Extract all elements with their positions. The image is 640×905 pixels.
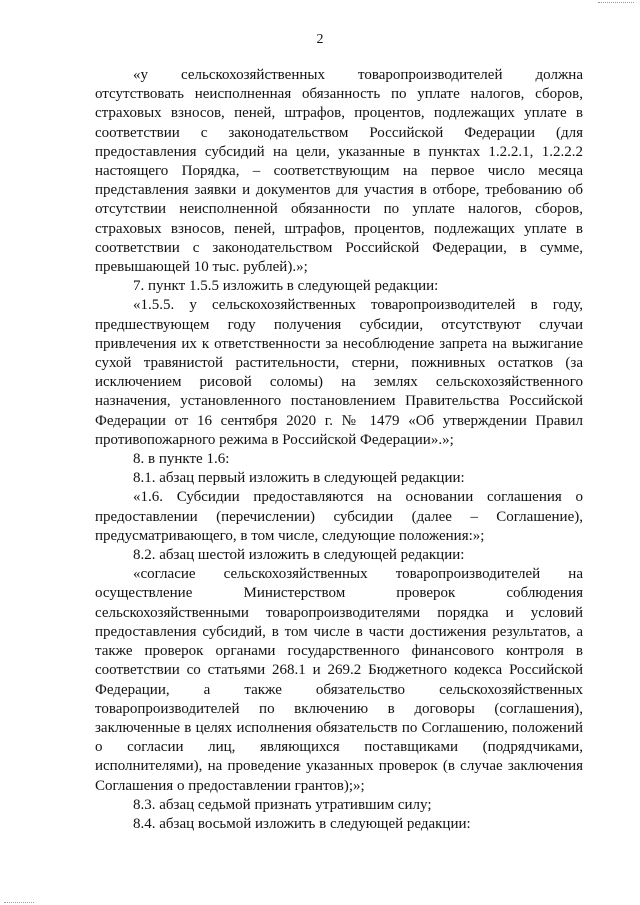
paragraph-item-8-4: 8.4. абзац восьмой изложить в следующей редакции:: [133, 815, 471, 832]
paragraph-item-8-3: 8.3. абзац седьмой признать утратившим силу;: [133, 796, 432, 813]
paragraph-item-8-1: 8.1. абзац первый изложить в следующей редакции:: [133, 470, 465, 487]
paragraph-consent-text: «согласие сельскохозяйственных товаропроизводителей на осуществление Министерством проверок соблюдения сельскохозяйственными товаропроизводителями порядка и условий предоставления субсидий, в том числе в части достижения результатов, а также проверок органами государственного финансового контроля в соответствии со статьями 268.1 и 269.2 Бюджетного кодекса Российской Федерации, а также обязательство сельскохозяйственных товаропроизводителей по включению в договоры (соглашения), заключенные в целях исполнения обязательств по Соглашению, положений о согласии лиц, являющихся поставщиками (подрядчиками, исполнителями), на проведение указанных проверок (в случае заключения Соглашения о предоставлении грантов);»;: [95, 566, 583, 794]
scan-edge-bottom: [4, 902, 34, 903]
scan-edge-top: [598, 2, 634, 3]
paragraph-item-8-2: 8.2. абзац шестой изложить в следующей редакции:: [133, 547, 465, 564]
paragraph-item-1-5-5-text: «1.5.5. у сельскохозяйственных товаропроизводителей в году, предшествующем году получения субсидии, отсутствуют случаи привлечения их к ответственности за несоблюдение запрета на выжигание сухой травянистой растительности, стерни, пожнивных остатков (за исключением рисовой соломы) на землях сельскохозяйственного назначения, установленного постановлением Правительства Российской Федерации от 16 сентября 2020 г. № 1479 «Об утверждении Правил противопожарного режима в Российской Федерации».»;: [95, 297, 583, 448]
paragraph-item-7: 7. пункт 1.5.5 изложить в следующей редакции:: [133, 278, 439, 295]
paragraph-item-8: 8. в пункте 1.6:: [133, 451, 230, 468]
page-number: 2: [316, 32, 324, 47]
paragraph-item-1-6-text: «1.6. Субсидии предоставляются на основании соглашения о предоставлении (перечислении) субсидии (далее – Соглашение), предусматривающего, в том числе, следующие положения:»;: [95, 489, 583, 544]
paragraph-amended-requirement: «у сельскохозяйственных товаропроизводителей должна отсутствовать неисполненная обязанность по уплате налогов, сборов, страховых взносов, пеней, штрафов, процентов, подлежащих уплате в соответствии с законодательством Российской Федерации (для предоставления субсидий на цели, указанные в пунктах 1.2.2.1, 1.2.2.2 настоящего Порядка, – соответствующим на первое число месяца представления заявки и документов для участия в отборе, требованию об отсутствии неисполненной обязанности по уплате налогов, сборов, страховых взносов, пеней, штрафов, процентов, подлежащих уплате в соответствии с законодательством Российской Федерации, в сумме, превышающей 10 тыс. рублей).»;: [95, 67, 583, 276]
document-body: [95, 66, 583, 834]
